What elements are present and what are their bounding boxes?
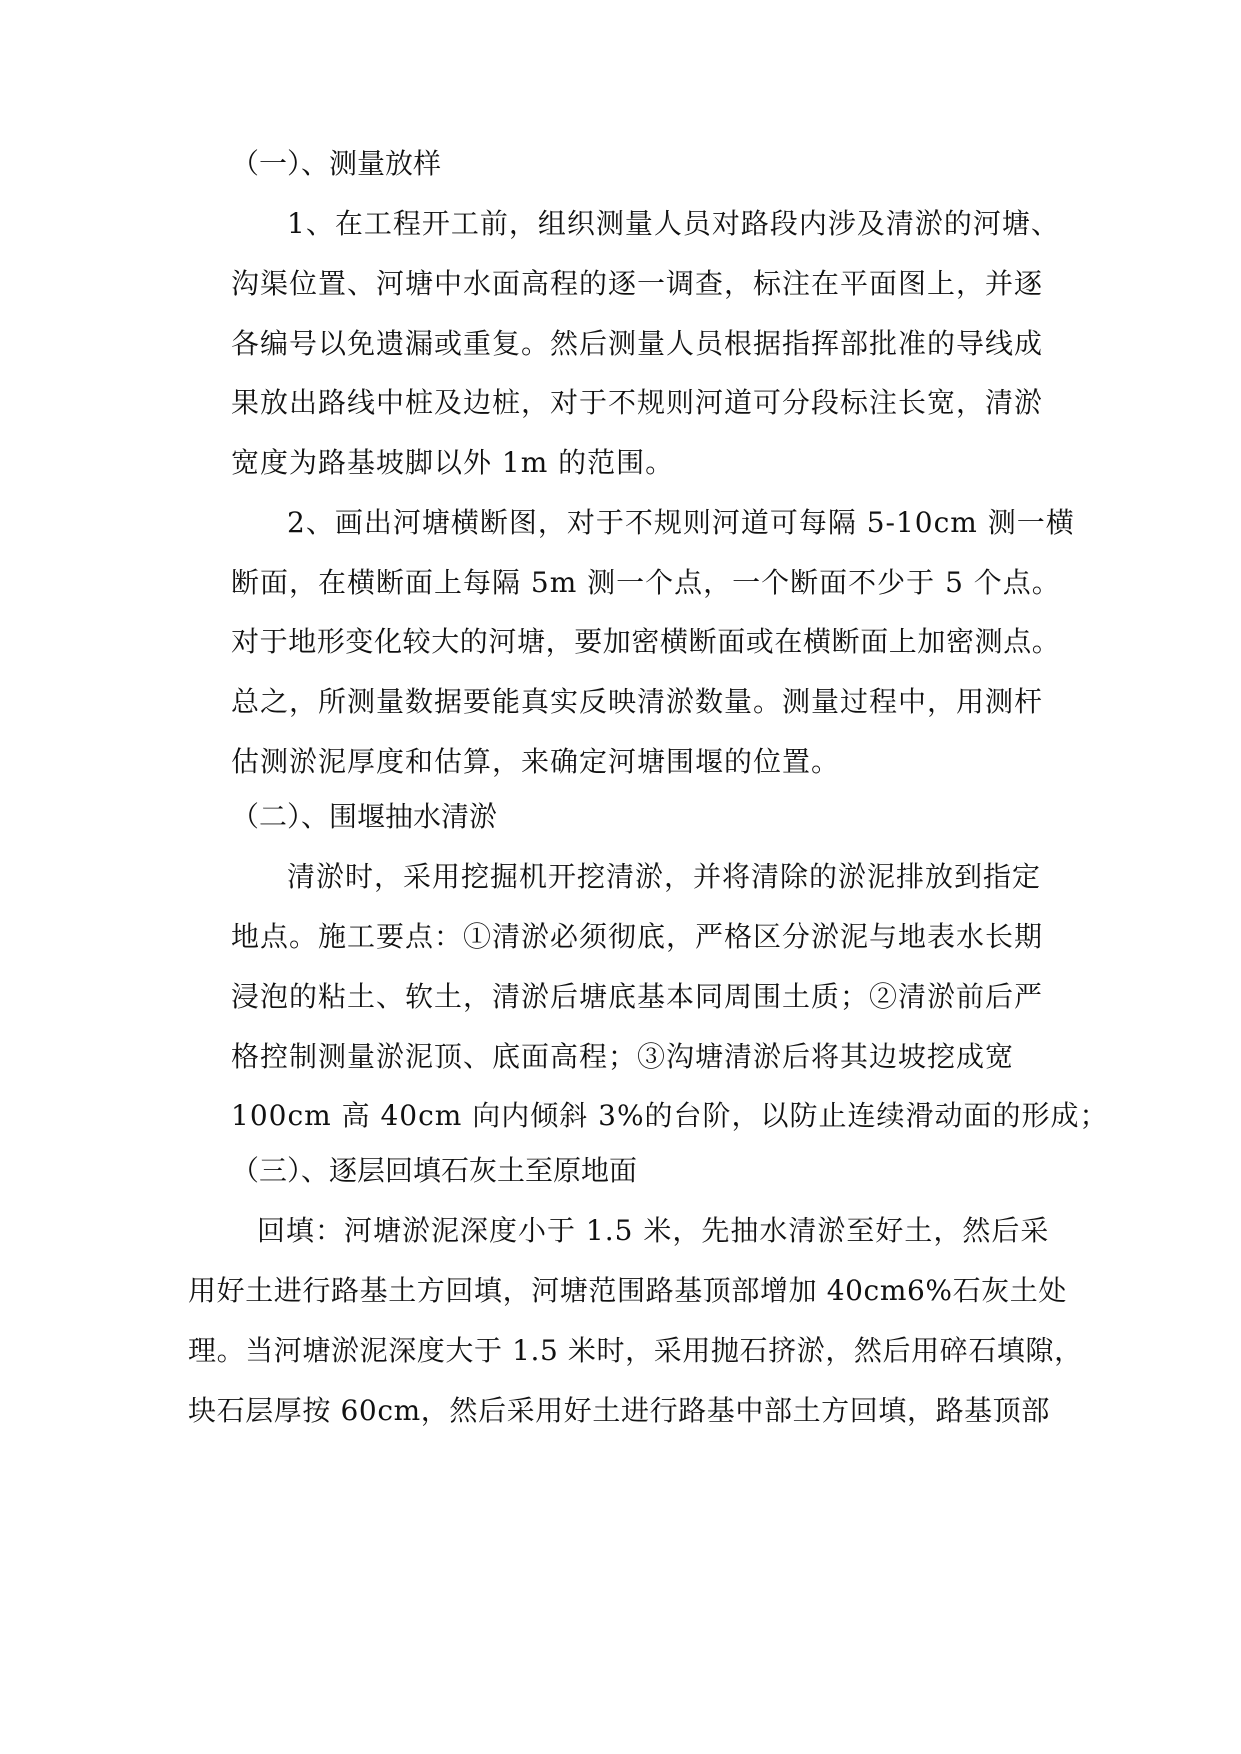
section3-para-line4: 块石层厚按 60cm，然后采用好土进行路基中部土方回填，路基顶部 bbox=[188, 1394, 1050, 1427]
section1-para1-line3: 各编号以免遗漏或重复。然后测量人员根据指挥部批准的导线成 bbox=[231, 327, 1044, 360]
section1-para2-line1: 2、画出河塘横断图，对于不规则河道可每隔 5-10cm 测一横 bbox=[287, 506, 1075, 539]
section1-heading: （一）、测量放样 bbox=[231, 147, 442, 180]
section2-para-line5: 100cm 高 40cm 向内倾斜 3%的台阶，以防止连续滑动面的形成； bbox=[231, 1099, 1109, 1132]
section3-heading: （三）、逐层回填石灰土至原地面 bbox=[231, 1154, 638, 1187]
section1-para1-line1: 1、在工程开工前，组织测量人员对路段内涉及清淤的河塘、 bbox=[287, 207, 1060, 240]
section3-para-line2: 用好土进行路基土方回填，河塘范围路基顶部增加 40cm6%石灰土处 bbox=[188, 1274, 1067, 1307]
section1-para2-line3: 对于地形变化较大的河塘，要加密横断面或在横断面上加密测点。 bbox=[231, 625, 1061, 658]
section3-para-line3: 理。当河塘淤泥深度大于 1.5 米时，采用抛石挤淤，然后用碎石填隙， bbox=[188, 1334, 1083, 1367]
section2-para-line1: 清淤时，采用挖掘机开挖清淤，并将清除的淤泥排放到指定 bbox=[287, 860, 1042, 893]
section2-heading: （二）、围堰抽水清淤 bbox=[231, 800, 498, 833]
section1-para2-line5: 估测淤泥厚度和估算，来确定河塘围堰的位置。 bbox=[231, 745, 841, 778]
section2-para-line2: 地点。施工要点：①清淤必须彻底，严格区分淤泥与地表水长期 bbox=[231, 920, 1044, 953]
section2-para-line3: 浸泡的粘土、软土，清淤后塘底基本同周围土质；②清淤前后严 bbox=[231, 980, 1044, 1013]
section1-para1-line4: 果放出路线中桩及边桩，对于不规则河道可分段标注长宽，清淤 bbox=[231, 386, 1044, 419]
section1-para2-line2: 断面，在横断面上每隔 5m 测一个点，一个断面不少于 5 个点。 bbox=[231, 566, 1061, 599]
section1-para2-line4: 总之，所测量数据要能真实反映清淤数量。测量过程中，用测杆 bbox=[231, 685, 1044, 718]
section3-para-line1: 回填：河塘淤泥深度小于 1.5 米，先抽水清淤至好土，然后采 bbox=[257, 1214, 1050, 1247]
section1-para1-line2: 沟渠位置、河塘中水面高程的逐一调查，标注在平面图上，并逐 bbox=[231, 267, 1044, 300]
section1-para1-line5: 宽度为路基坡脚以外 1m 的范围。 bbox=[231, 446, 675, 479]
section2-para-line4: 格控制测量淤泥顶、底面高程；③沟塘清淤后将其边坡挖成宽 bbox=[231, 1040, 1015, 1073]
